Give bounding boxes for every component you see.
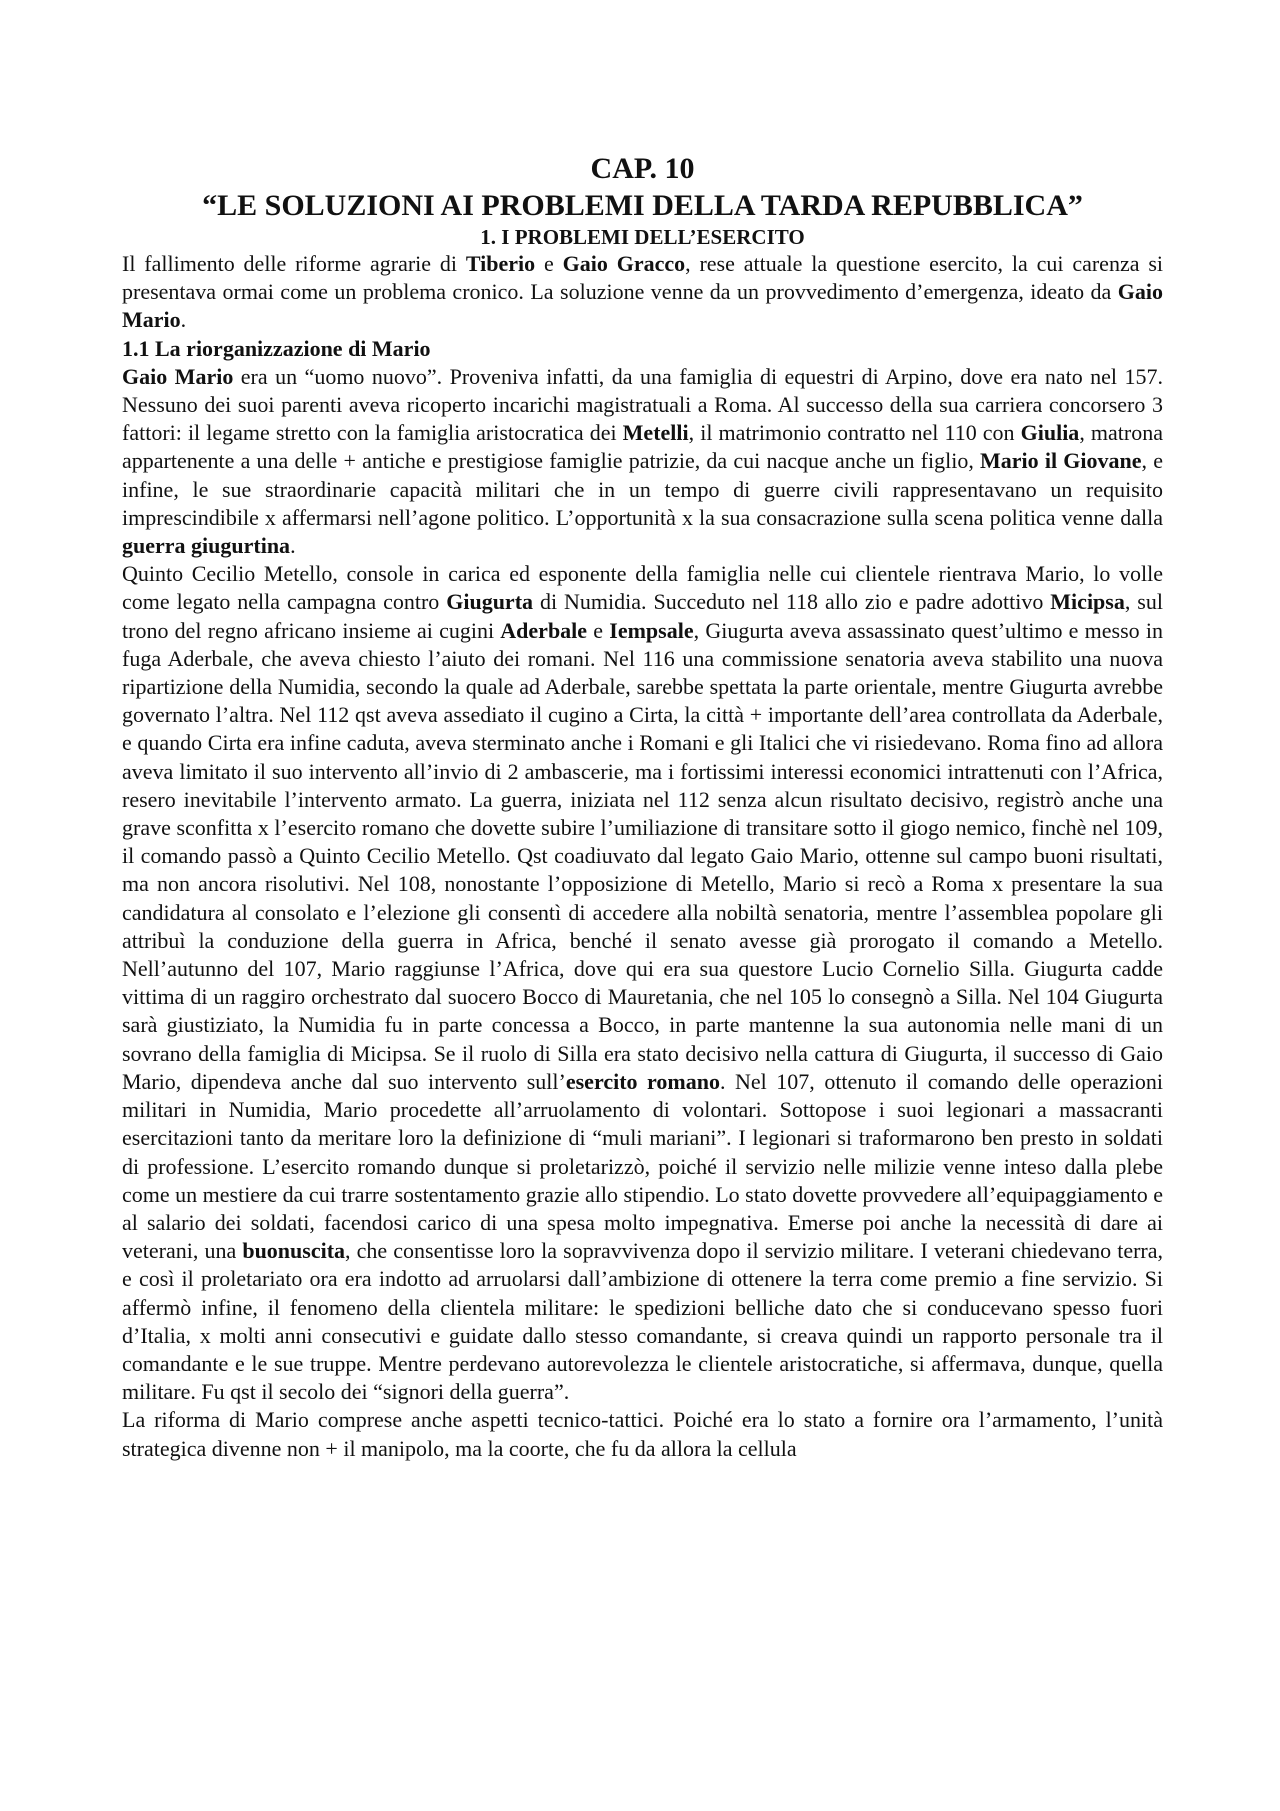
bold-term: Gaio Gracco [562,251,686,276]
bold-term: Giugurta [446,589,534,615]
chapter-number: CAP. 10 [590,152,695,185]
text-run: e [587,617,610,643]
bold-term: Giulia [1020,420,1080,446]
bold-term: Metelli [622,420,689,446]
text-run: . [180,307,187,333]
text-run: , il matrimonio contratto nel 110 con [688,420,1021,446]
text-run: era un “uomo nuovo”. Proveniva infatti, da una famiglia di equestri di Arpino, dove era nato nel 157. Nessuno dei suoi parenti aveva ricoperto incarichi magistratuali a Roma. Al successo della sua carriera concorsero 3 fattori: il legame stretto con la famiglia aristocratica dei [122,363,1163,446]
subsection-heading: 1.1 La riorganizzazione di Mario [122,335,431,361]
chapter-title: “LE SOLUZIONI AI PROBLEMI DELLA TARDA REPUBBLICA” [202,189,1083,222]
text-run: , sul trono del regno africano insieme ai cugini [122,589,1163,643]
text-run: , rese attuale la questione esercito, la cui carenza si presentava ormai come un problema cronico. La soluzione venne da un provvedimento d’emergenza, ideato da [122,251,1164,305]
bold-term: Gaio Mario [122,363,234,389]
text-run: , che consentisse loro la sopravvivenza dopo il servizio militare. I veterani chiedevano terra, e così il proletariato ora era indotto ad arruolarsi dall’ambizione di ottenere la terra come premio a fine servizio. Si affermò infine, il fenomeno della clientela militare: le spedizioni belliche dato che si conducevano spesso fuori d’Italia, x molti anni consecutivi e guidate dallo stesso comandante, si creava quindi un rapporto personale tra il comandante e le sue truppe. Mentre perdevano autorevolezza le clientele aristocratiche, si affermava, dunque, quella militare. Fu qst il secolo dei “signori della guerra”. [122,1238,1163,1405]
text-run: Il fallimento delle riforme agrarie di [122,251,466,276]
text-run: e [535,251,563,276]
bold-term: Aderbale [500,617,588,643]
text-run: , Giugurta aveva assassinato quest’ultimo e messo in fuga Aderbale, che aveva chiesto l’aiuto dei romani. Nel 116 una commissione senatoria aveva stabilito una nuova ripartizione della Numidia, secondo la quale ad Aderbale, sarebbe spettata la parte orientale, mentre Giugurta avrebbe governato l’altra. Nel 112 qst aveva assediato il cugino a Cirta, la città + importante dell’area controllata da Aderbale, e quando Cirta era infine caduta, aveva sterminato anche i Romani e gli Italici che vi risiedevano. Roma fino ad allora aveva limitato il suo intervento all’invio di 2 ambascerie, ma i fortissimi interessi economici intrattenuti con l’Africa, resero inevitabile l’intervento armato. La guerra, iniziata nel 112 senza alcun risultato decisivo, registrò anche una grave sconfitta x l’esercito romano che dovette subire l’umiliazione di transitare sotto il giogo nemico, finchè nel 109, il comando passò a Quinto Cecilio Metello. Qst coadiuvato dal legato Gaio Mario, ottenne sul campo buoni risultati, ma non ancora risolutivi. Nel 108, nonostante l’opposizione di Metello, Mario si recò a Roma x presentare la sua candidatura al consolato e l’elezione gli consentì di accedere alla nobiltà senatoria, mentre l’assemblea popolare gli attribuì la conduzione della guerra in Africa, benché il senato avesse già prorogato il comando a Metello. Nell’autunno del 107, Mario raggiunse l’Africa, dove qui era sua questore Lucio Cornelio Silla. Giugurta cadde vittima di un raggiro orchestrato dal suocero Bocco di Mauretania, che nel 105 lo consegnò a Silla. Nel 104 Giugurta sarà giustiziato, la Numidia fu in parte concessa a Bocco, in parte mantenne la sua autonomia nelle mani di un sovrano della famiglia di Micipsa. Se il ruolo di Silla era stato decisivo nella cattura di Giugurta, il successo di Gaio Mario, dipendeva anche dal suo intervento sull’ [122,617,1163,1094]
text-run: . [290,533,296,559]
paragraph-2 [122,363,1163,560]
text-run: La riforma di Mario comprese anche aspetti tecnico-tattici. Poiché era lo stato a fornire ora l’armamento, l’unità strategica divenne non + il manipolo, ma la coorte, che fu da allora la cellula [122,1407,1163,1461]
paragraph-3 [122,560,1163,1406]
bold-term: Micipsa [1050,589,1125,615]
bold-term: esercito romano [565,1068,720,1094]
text-run: di Numidia. Succeduto nel 118 allo zio e padre adottivo [533,589,1051,615]
bold-term: guerra giugurtina [122,533,291,559]
text-run: Quinto Cecilio Metello, console in carica ed esponente della famiglia nelle cui clientele rientrava Mario, lo volle come legato nella campagna contro [122,561,1163,615]
text-run: , matrona appartenente a una delle + antiche e prestigiose famiglie patrizie, da cui nacque anche un figlio, [122,420,1163,474]
text-run: , e infine, le sue straordinarie capacità militari che in un tempo di guerre civili rappresentavano un requisito imprescindibile x affermarsi nell’agone politico. L’opportunità x la sua consacrazione sulla scena politica venne dalla [122,448,1163,530]
document-page [122,150,1163,1463]
bold-term: Iempsale [609,617,694,643]
paragraph-1 [122,250,1163,335]
bold-term: Mario il Giovane [980,448,1142,474]
text-run: . Nel 107, ottenuto il comando delle operazioni militari in Numidia, Mario procedette all’arruolamento di volontari. Sottopose i suoi legionari a massacranti esercitazioni tanto da meritare loro la definizione di “muli mariani”. I legionari si traformarono ben presto in soldati di professione. L’esercito romando dunque si proletarizzò, poiché il servizio nelle milizie venne inteso dalla plebe come un mestiere da cui trarre sostentamento grazie allo stipendio. Lo stato dovette provvedere all’equipaggiamento e al salario dei soldati, facendosi carico di una spesa molto impegnativa. Emerse poi anche la necessità di dare ai veterani, una [122,1068,1163,1264]
section-heading: 1. I PROBLEMI DELL’ESERCITO [480,225,805,249]
paragraph-4 [122,1406,1163,1462]
bold-term: Tiberio [465,251,536,276]
bold-term: buonuscita [242,1238,346,1264]
bold-term: Gaio Mario [122,279,1163,333]
